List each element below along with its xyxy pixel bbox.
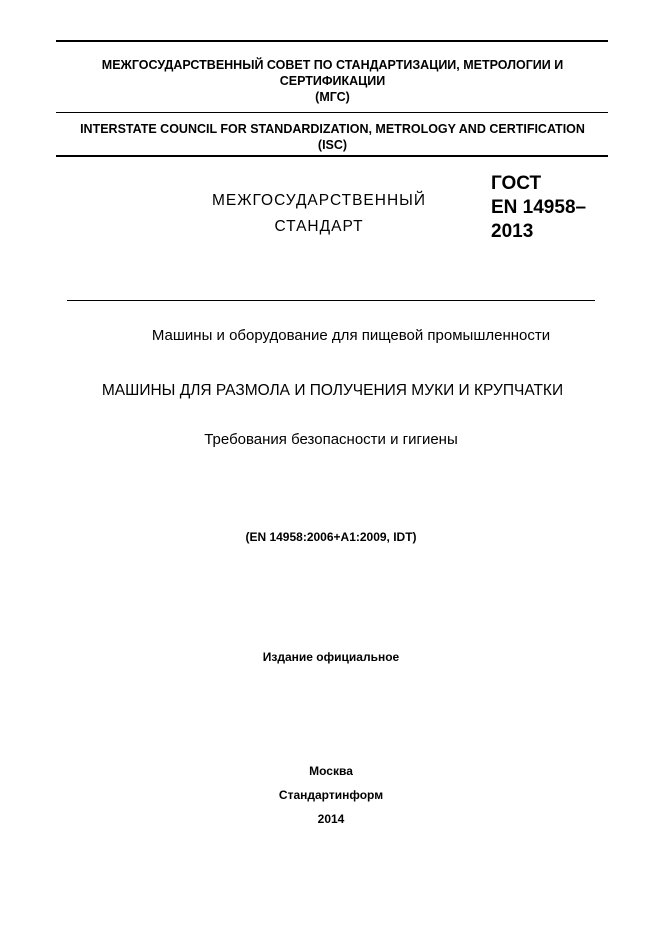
imprint-publisher: Стандартинформ [278,788,384,802]
standard-type-line1: МЕЖГОСУДАРСТВЕННЫЙ [211,192,427,209]
council-ru-line2: СЕРТИФИКАЦИИ [279,74,386,88]
top-rule [56,40,608,42]
standard-type-line2: СТАНДАРТ [274,218,364,235]
standard-number-line3: 2013 [491,221,534,242]
standard-number [491,172,586,244]
edition-note: Издание официальное [262,650,400,664]
council-name-en [56,121,609,153]
council-name-ru [60,57,605,105]
council-en-abbr: (ISC) [317,138,348,152]
standard-type [185,188,453,240]
header-divider [56,112,608,113]
equivalence-reference: (EN 14958:2006+A1:2009, IDT) [245,530,417,544]
council-ru-line1: МЕЖГОСУДАРСТВЕННЫЙ СОВЕТ ПО СТАНДАРТИЗАЦИИ, МЕТРОЛОГИИ И [101,58,564,72]
standard-number-line2: EN 14958– [491,197,587,218]
standard-number-line1: ГОСТ [491,173,542,194]
document-subtitle: Требования безопасности и гигиены [204,431,458,448]
council-en-line1: INTERSTATE COUNCIL FOR STANDARDIZATION, METROLOGY AND CERTIFICATION [80,122,585,136]
document-title: МАШИНЫ ДЛЯ РАЗМОЛА И ПОЛУЧЕНИЯ МУКИ И КРУПЧАТКИ [101,382,564,399]
imprint-city: Москва [309,764,353,778]
industry-heading: Машины и оборудование для пищевой промышленности [151,327,551,344]
imprint-year: 2014 [317,812,345,826]
title-rule [67,300,595,301]
header-bottom-rule [56,155,608,157]
council-ru-abbr: (МГС) [315,90,350,104]
